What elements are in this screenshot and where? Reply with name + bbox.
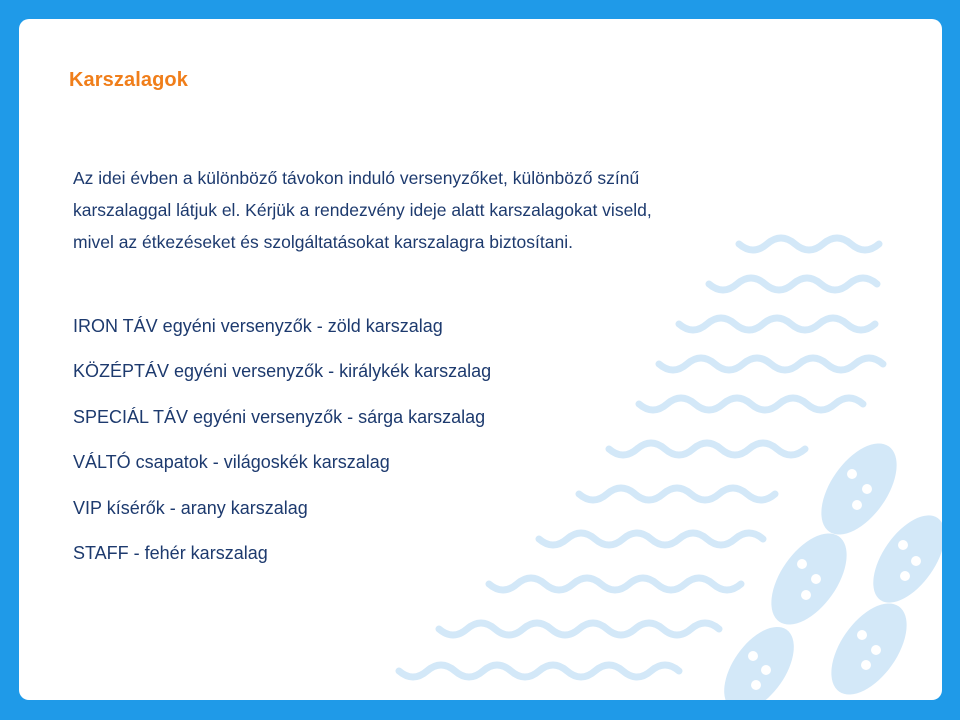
shoeprint-3 <box>756 520 862 637</box>
category-item-specialtav: SPECIÁL TÁV egyéni versenyzők - sárga karszalag <box>73 406 486 427</box>
tread-trail-3 <box>679 318 875 330</box>
tread-trail-5 <box>639 398 863 410</box>
shoeprint-5 <box>710 615 808 700</box>
category-item-kozeptav: KÖZÉPTÁV egyéni versenyzők - királykék karszalag <box>73 361 492 382</box>
category-item-vip: VIP kísérők - arany karszalag <box>73 497 308 518</box>
intro-paragraph: Az idei évben a különböző távokon induló versenyzőket, különböző színű karszalaggal látjuk el. Kérjük a rendezvény ideje alatt karszalagokat viseld, mivel az étkezéseket és szolgáltatásokat karszalagra biztosítani. <box>73 168 652 252</box>
tread-trail-2 <box>709 278 877 290</box>
tread-trail-1 <box>739 238 879 250</box>
slide <box>19 19 942 700</box>
shoeprint-2 <box>859 503 942 615</box>
category-item-valto: VÁLTÓ csapatok - világoskék karszalag <box>73 452 390 473</box>
shoeprint-1 <box>806 430 912 547</box>
category-item-staff: STAFF - fehér karszalag <box>73 542 268 563</box>
tread-trail-7 <box>579 488 775 500</box>
shoeprint-4 <box>816 590 922 700</box>
wristband-category-list <box>73 311 491 583</box>
category-item-iron: IRON TÁV egyéni versenyzők - zöld karszalag <box>73 316 443 336</box>
tread-trail-8 <box>539 533 763 545</box>
slide-title: Karszalagok <box>69 69 188 91</box>
tread-trail-6 <box>609 443 805 455</box>
tread-trail-4 <box>659 358 883 370</box>
tread-trail-10 <box>439 623 719 635</box>
tread-trail-9 <box>489 578 741 590</box>
tread-trail-11 <box>399 665 679 677</box>
